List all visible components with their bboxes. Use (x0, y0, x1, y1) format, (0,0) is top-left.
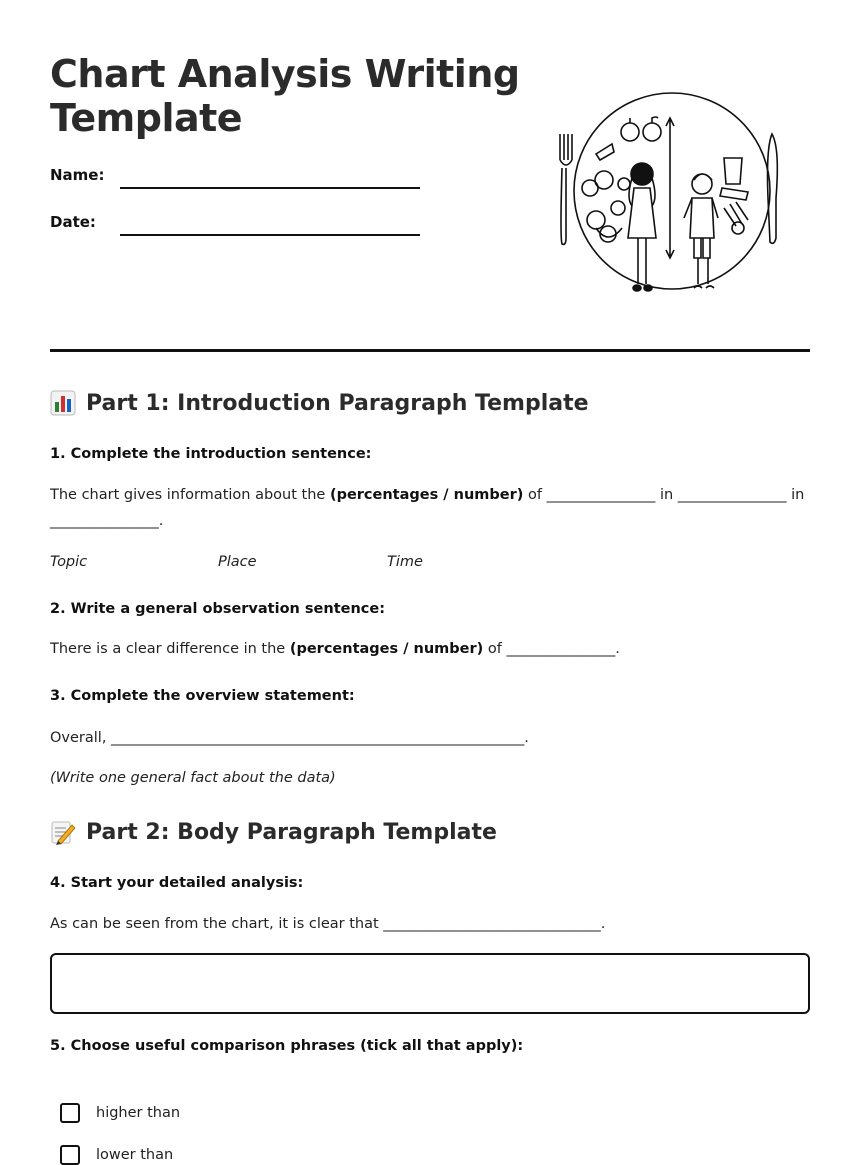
option-label: higher than (96, 1105, 181, 1121)
obs-text-b: of _______________. (483, 641, 620, 657)
date-field[interactable] (120, 234, 420, 236)
option-label: lower than (96, 1147, 174, 1163)
option-lower-than[interactable] (60, 1145, 173, 1165)
intro-sentence[interactable] (50, 487, 804, 503)
memo-pencil-icon (50, 819, 76, 845)
overview-sentence[interactable]: Overall, _________________________________________________________. (50, 730, 529, 746)
option-higher-than[interactable] (60, 1103, 180, 1123)
question-2: 2. Write a general observation sentence: (50, 601, 386, 617)
intro-bold: (percentages / number) (329, 487, 524, 503)
part1-heading (50, 390, 589, 416)
checkbox[interactable] (60, 1103, 80, 1123)
question-5: 5. Choose useful comparison phrases (tick all that apply): (50, 1038, 524, 1054)
intro-text-a: The chart gives information about the (50, 487, 330, 503)
bar-chart-icon (50, 390, 76, 416)
part2-title: Part 2: Body Paragraph Template (86, 819, 497, 845)
question-1: 1. Complete the introduction sentence: (50, 446, 372, 462)
hint-topic: Topic (50, 554, 88, 570)
observation-sentence[interactable] (50, 641, 620, 657)
analysis-sentence[interactable]: As can be seen from the chart, it is clear that ______________________________. (50, 916, 606, 932)
obs-bold: (percentages / number) (289, 641, 484, 657)
checkbox[interactable] (60, 1145, 80, 1165)
plate-children-food-illustration (552, 88, 788, 300)
part1-title: Part 1: Introduction Paragraph Template (86, 390, 589, 416)
date-label: Date: (50, 213, 96, 231)
intro-sentence-cont[interactable]: _______________. (50, 513, 164, 529)
name-field[interactable] (120, 187, 420, 189)
hint-time: Time (387, 554, 423, 570)
hint-place: Place (218, 554, 257, 570)
name-label: Name: (50, 166, 105, 184)
overview-hint: (Write one general fact about the data) (50, 770, 336, 786)
page-title: Chart Analysis Writing Template (50, 52, 520, 140)
question-4: 4. Start your detailed analysis: (50, 875, 304, 891)
analysis-answer-box[interactable] (50, 953, 810, 1014)
intro-text-b: of _______________ in _______________ in (523, 487, 805, 503)
obs-text-a: There is a clear difference in the (50, 641, 290, 657)
header-divider (50, 349, 810, 352)
part2-heading (50, 819, 497, 845)
question-3: 3. Complete the overview statement: (50, 688, 355, 704)
